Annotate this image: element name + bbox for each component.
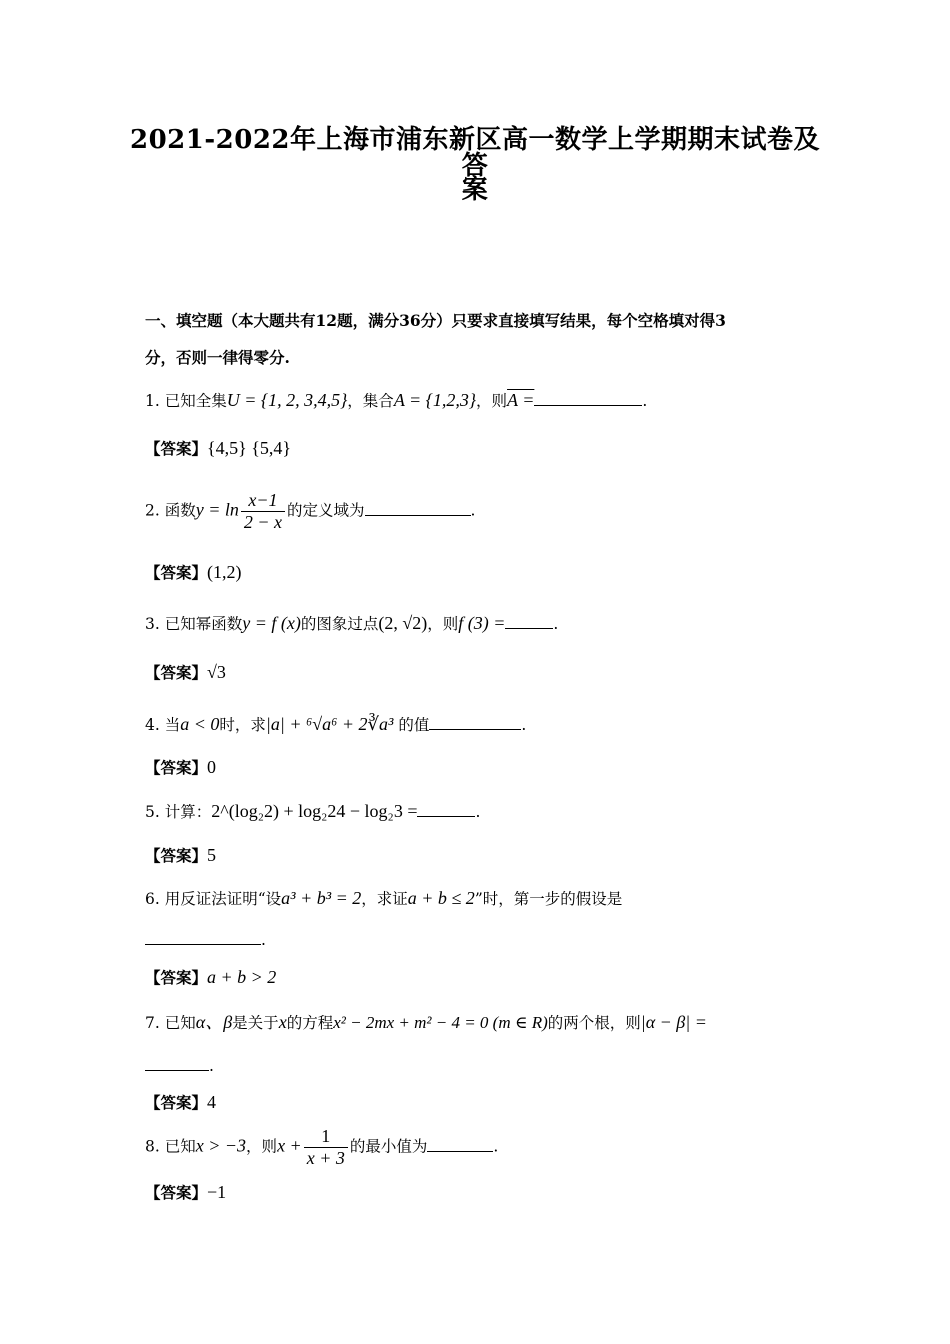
punctuation: . xyxy=(493,1137,499,1156)
answer-4 xyxy=(145,757,216,779)
question-7 xyxy=(145,1012,707,1034)
answer-blank xyxy=(145,930,261,945)
question-number: 4. xyxy=(145,716,160,734)
math-expression: y = f (x) xyxy=(242,613,301,633)
question-number: 7. xyxy=(145,1014,160,1032)
fraction-denominator: 2 − x xyxy=(243,511,283,532)
question-text: 计算： xyxy=(164,803,212,821)
math-expression: α、β xyxy=(195,1012,233,1032)
math-expression: A = {1,2,3} xyxy=(393,390,477,410)
punctuation: . xyxy=(553,615,559,633)
math-expression: x > −3 xyxy=(195,1135,247,1156)
fraction-numerator: x−1 xyxy=(241,490,285,512)
question-text: ”时，第一步的假设是 xyxy=(474,890,623,908)
question-text: 已知幂函数 xyxy=(164,615,243,633)
question-3 xyxy=(145,613,558,635)
section-heading-continued: 分，否则一律得零分. xyxy=(145,348,290,367)
math-expression: 2^(log₂2) + log₂24 − log₂3 = xyxy=(211,801,418,821)
answer-5 xyxy=(145,845,216,867)
question-number: 6. xyxy=(145,890,160,908)
math-expression: a + b ≤ 2 xyxy=(407,888,475,908)
question-2 xyxy=(145,490,475,533)
question-text: 时，求 xyxy=(219,716,266,734)
math-expression: f (3) = xyxy=(458,613,506,633)
answer-label: 【答案】 xyxy=(145,758,208,777)
math-expression: a < 0 xyxy=(180,714,220,734)
answer-label: 【答案】 xyxy=(145,846,208,865)
punctuation: . xyxy=(209,1057,214,1075)
punctuation: . xyxy=(642,392,648,410)
math-expression: U = {1, 2, 3,4,5} xyxy=(226,390,348,410)
fraction xyxy=(241,490,285,533)
question-text: 函数 xyxy=(164,501,196,520)
question-number: 3. xyxy=(145,615,160,633)
answer-label: 【答案】 xyxy=(145,1183,208,1202)
math-variable: x xyxy=(278,1012,287,1032)
fraction-denominator: x + 3 xyxy=(306,1147,345,1168)
question-7-continued xyxy=(145,1056,214,1076)
question-6 xyxy=(145,888,622,910)
answer-value: {4,5} {5,4} xyxy=(207,438,292,458)
question-text: 的值 xyxy=(398,716,430,734)
question-text: 当 xyxy=(164,716,181,734)
math-expression: x + xyxy=(277,1135,302,1156)
math-expression: |α − β| = xyxy=(640,1012,707,1032)
question-text: 已知 xyxy=(164,1137,196,1156)
question-number: 8. xyxy=(145,1137,160,1156)
math-expression: a³ + b³ = 2 xyxy=(281,888,362,908)
question-text: 的图象过点 xyxy=(300,615,379,633)
section-heading: 一、填空题（本大题共有12题，满分36分）只要求直接填写结果，每个空格填对得3 xyxy=(145,311,726,330)
answer-2 xyxy=(145,562,242,584)
answer-blank xyxy=(427,1137,493,1152)
punctuation: . xyxy=(470,501,476,520)
math-expression: x² − 2mx + m² − 4 = 0 (m ∈ R) xyxy=(333,1013,548,1032)
punctuation: . xyxy=(475,803,481,821)
question-text: ，则 xyxy=(476,392,508,410)
question-4 xyxy=(145,714,526,736)
question-5 xyxy=(145,801,480,823)
question-text: 已知全集 xyxy=(164,392,227,410)
answer-value: (1,2) xyxy=(207,562,242,582)
question-text: 用反证法证明“设 xyxy=(164,890,282,908)
question-1 xyxy=(145,390,647,412)
question-text: 的两个根，则 xyxy=(547,1014,641,1032)
answer-blank xyxy=(534,391,642,406)
answer-label: 【答案】 xyxy=(145,663,208,682)
answer-blank xyxy=(145,1056,209,1071)
math-expression: (2, √2) xyxy=(378,613,428,633)
answer-blank xyxy=(505,614,553,629)
question-text: ，集合 xyxy=(347,392,394,410)
punctuation: . xyxy=(521,716,527,734)
question-text: ，则 xyxy=(246,1137,278,1156)
fraction xyxy=(304,1126,348,1169)
question-6-continued xyxy=(145,930,266,950)
math-expression: y = ln xyxy=(195,499,239,520)
question-text: 的方程 xyxy=(286,1014,334,1032)
question-text: ，则 xyxy=(427,615,459,633)
answer-6 xyxy=(145,967,276,989)
question-text: 的定义域为 xyxy=(287,501,365,520)
answer-value: √3 xyxy=(207,662,226,682)
answer-8 xyxy=(145,1182,226,1204)
answer-value: 0 xyxy=(207,757,217,777)
answer-blank xyxy=(429,715,521,730)
question-number: 5. xyxy=(145,803,160,821)
answer-label: 【答案】 xyxy=(145,968,208,987)
answer-label: 【答案】 xyxy=(145,1093,208,1112)
answer-value: −1 xyxy=(207,1182,227,1202)
answer-label: 【答案】 xyxy=(145,439,208,458)
answer-value: 4 xyxy=(207,1092,217,1112)
question-text: 已知 xyxy=(164,1014,196,1032)
question-text: 是关于 xyxy=(232,1014,279,1032)
answer-blank xyxy=(417,802,475,817)
document-title-continued: 案 xyxy=(461,175,489,205)
question-8 xyxy=(145,1126,498,1169)
question-number: 1. xyxy=(145,392,160,410)
document-title: 2021-2022年上海市浦东新区高一数学上学期期末试卷及答 xyxy=(129,125,821,181)
complement-expression: A = xyxy=(507,390,535,410)
question-text: 的最小值为 xyxy=(349,1137,428,1156)
math-expression: |a| + ⁶√a⁶ + 2∛a³ xyxy=(265,714,394,734)
answer-value: a + b > 2 xyxy=(207,967,277,987)
answer-3 xyxy=(145,662,226,684)
answer-label: 【答案】 xyxy=(145,563,208,582)
answer-blank xyxy=(365,501,471,516)
question-text: ，求证 xyxy=(361,890,408,908)
question-number: 2. xyxy=(145,501,160,520)
answer-1 xyxy=(145,438,291,460)
answer-7 xyxy=(145,1092,216,1114)
fraction-numerator: 1 xyxy=(304,1126,348,1148)
punctuation: . xyxy=(261,931,266,949)
answer-value: 5 xyxy=(207,845,217,865)
